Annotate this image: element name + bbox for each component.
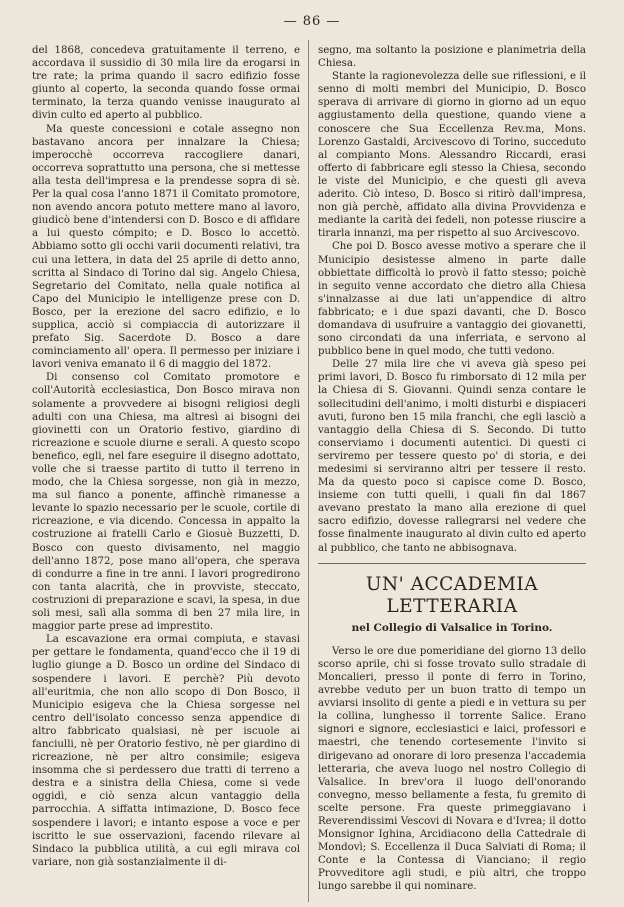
paragraph: Stante la ragionevolezza delle sue riflessioni, e il senno di molti membri del Municipio, D. Bosco sperava di arrivare di giorno in giorno ad un equo aggiustamento della questione, quando viene a conoscere che Sua Eccellenza Rev.ma, Mons. Lorenzo Gastaldi, Arcivescovo di Torino, succeduto al compianto Mons. Alessandro Riccardi, erasi offerto di fabbricare egli stesso la Chiesa, secondo le viste del Municipio, e che questi gli aveva aderito. Ciò inteso, D. Bosco si ritirò dall'impresa, non già perchè, affidato alla divina Provvidenza e mediante la carità dei fedeli, non potesse riuscire a tirarla innanzi, ma per rispetto al suo Arcivescovo.	[318, 71, 586, 240]
paragraph: Delle 27 mila lire che vi aveva già speso pei primi lavori, D. Bosco fu rimborsato di 12 mila per la Chiesa di S. Giovanni. Quindi senza contare le sollecitudini dell'animo, i molti disturbi e dispiaceri avuti, furono ben 15 mila franchi, che egli lasciò a vantaggio della Chiesa di S. Secondo. Di tutto conserviamo i documenti autentici. Di questi ci serviremo per tessere questo po' di storia, e dei medesimi si serviranno altri per tessere il resto. Ma da questo poco si capisce come D. Bosco, insieme con tutti quelli, i quali fin dal 1867 avevano prestato la mano alla erezione di quel sacro edifizio, dovesse rallegrarsi nel vedere che fosse finalmente inaugurato al divin culto ed aperto al pubblico, che tanto ne abbisognava.	[318, 359, 586, 554]
paragraph: Ma queste concessioni e cotale assegno non bastavano ancora per innalzare la Chiesa; imperocchè occorreva raccogliere danari, occorreva soprattutto una persona, che si mettesse alla testa dell'impresa e la prendesse sopra di sè. Per la qual cosa l'anno 1871 il Comitato promotore, non avendo ancora potuto mettere mano al lavoro, giudicò bene d'intendersi con D. Bosco e di affidare a lui questo cómpito; e D. Bosco lo accettò. Abbiamo sotto gli occhi varii documenti relativi, tra cui una lettera, in data del 25 aprile di detto anno, scritta al Sindaco di Torino dal sig. Angelo Chiesa, Segretario del Comitato, nella quale notifica al Capo del Municipio le intelligenze prese con D. Bosco, per la erezione del sacro edifizio, e lo supplica, acciò si compiaccia di autorizzare il prefato Sig. Sacerdote D. Bosco a dare cominciamento all' opera. Il permesso per iniziare i lavori veniva emanato il 6 di maggio del 1872.	[32, 123, 300, 371]
article-subtitle: nel Collegio di Valsalice in Torino.	[351, 621, 553, 634]
article-title: UN' ACCADEMIA LETTERARIA	[365, 573, 539, 617]
right-column	[318, 44, 586, 894]
paragraph: segno, ma soltanto la posizione e planimetria della Chiesa.	[318, 45, 586, 70]
paragraph: La escavazione era ormai compiuta, e stavasi per gettare le fondamenta, quand'ecco che il 19 di luglio giunge a D. Bosco un ordine del Sindaco di sospendere i lavori. E perchè? Più devoto all'euritmia, che non allo scopo di Don Bosco, il Municipio esigeva che la Chiesa sorgesse nel centro dell'isolato concesso senza appendice di altro fabbricato qualsiasi, nè per iscuole ai fanciulli, nè per Oratorio festivo, nè per giardino di ricreazione, nè per altro consimile; esigeva insomma che si perdessero due tratti di terreno a destra e a sinistra della Chiesa, come si vede oggidì, e ciò senza alcun vantaggio della parrocchia. A siffatta intimazione, D. Bosco fece sospendere i lavori; e intanto espose a voce e per iscritto le sue osservazioni, facendo rilevare al Sindaco la pubblica utilità, a cui egli mirava col variare, non già sostanzialmente il di-	[32, 634, 300, 868]
column-divider	[308, 40, 309, 902]
left-column	[32, 44, 300, 869]
paragraph: del 1868, concedeva gratuitamente il terreno, e accordava il sussidio di 30 mila lire da erogarsi in tre rate; la prima quando il sacro edifizio fosse giunto al coperto, la seconda quando fosse ormai terminato, la terza quando venisse inaugurato al divin culto ed aperto al pubblico.	[32, 45, 300, 122]
paragraph: Di consenso col Comitato promotore e coll'Autorità ecclesiastica, Don Bosco mirava non solamente a provvedere ai bisogni religiosi degli adulti con una Chiesa, ma altresì ai bisogni dei giovinetti con un Oratorio festivo, giardino di ricreazione e scuole diurne e serali. A questo scopo benefico, egli, nel fare eseguire il disegno adottato, volle che si traesse partito di tutto il terreno in modo, che la Chiesa sorgesse, non già in mezzo, ma sul fianco a ponente, affinchè rimanesse a levante lo spazio necessario per le scuole, cortile di ricreazione, e via dicendo. Concessa in appalto la costruzione ai fratelli Carlo e Giosuè Buzzetti, D. Bosco con questo divisamento, nel maggio dell'anno 1872, pose mano all'opera, che sperava di condurre a fine in tre anni. I lavori progredirono con tanta alacrità, che in provviste, steccato, costruzioni di preparazione e scavi, la spesa, in due soli mesi, salì alla somma di ben 27 mila lire, in maggior parte prese ad imprestito.	[32, 372, 300, 633]
article-body: Verso le ore due pomeridiane del giorno 13 dello scorso aprile, chi si fosse trovato sullo stradale di Moncalieri, presso il ponte di ferro in Torino, avrebbe veduto per un buon tratto di tempo un avviarsi insolito di gente a piedi e in vettura su per la collina, lunghesso il torrente Salice. Erano signori e signore, ecclesiastici e laici, professori e maestri, che tenendo cortesemente l'invito si dirigevano ad onorare di loro presenza l'accademia letteraria, che aveva luogo nel nostro Collegio di Valsalice. In brev'ora il luogo dell'onorando convegno, messo bellamente a festa, fu gremito di scelte persone. Fra queste primeggiavano i Reverendissimi Vescovi di Novara e d'Ivrea; il dotto Monsignor Ighina, Arcidiacono della Cattedrale di Mondovì; S. Eccellenza il Duca Salviati di Roma; il Conte e la Contessa di Vianciano; il regio Provveditore agli studi, e più altri, che troppo lungo sarebbe il qui nominare.	[318, 645, 586, 893]
page-number: — 86 —	[283, 14, 341, 29]
paragraph: Che poi D. Bosco avesse motivo a sperare che il Municipio desistesse almeno in parte dalle obbiettate difficoltà lo provò il fatto stesso; poichè in seguito venne accordato che dietro alla Chiesa s'innalzasse ai due lati un'appendice di altro fabbricato; e i due spazi davanti, che D. Bosco domandava di usufruire a vantaggio dei giovanetti, sono circondati da una inferriata, e servono al pubblico bene in quel modo, che tutti vedono.	[318, 241, 586, 358]
section-rule	[318, 563, 586, 564]
